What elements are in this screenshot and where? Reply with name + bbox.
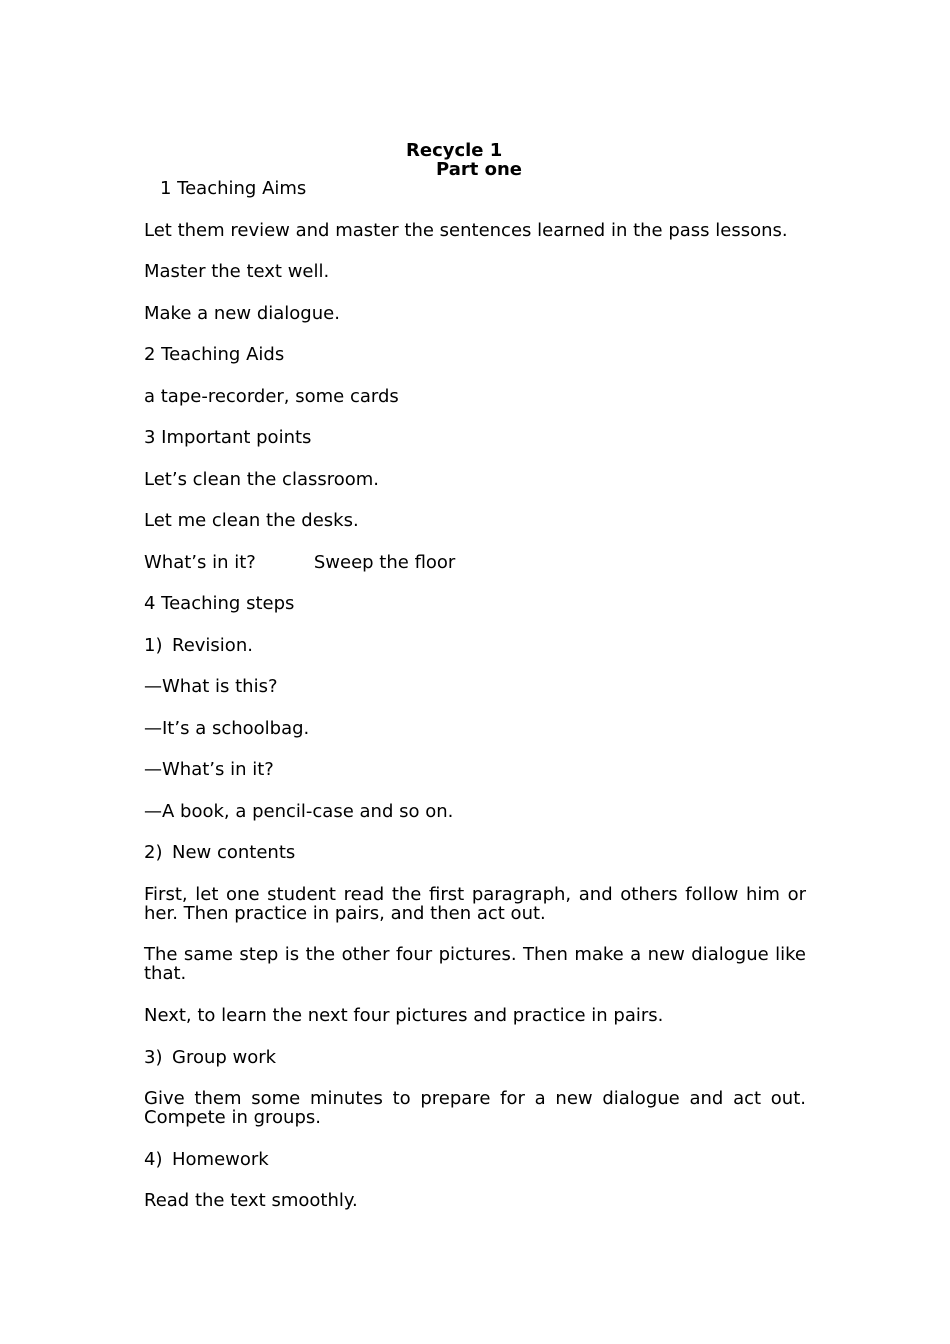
document-title: Recycle 1 (406, 140, 503, 161)
step-label: Homework (172, 1149, 269, 1170)
step-number: 4) (144, 1149, 163, 1170)
dialogue-line-3: —What’s in it? (144, 759, 274, 780)
step-number: 3) (144, 1047, 163, 1068)
dialogue-line-2: —It’s a schoolbag. (144, 718, 310, 739)
points-heading: 3 Important points (144, 427, 312, 448)
aim-item-3: Make a new dialogue. (144, 303, 340, 324)
point-pair-right: Sweep the floor (313, 552, 456, 573)
steps-heading: 4 Teaching steps (144, 593, 295, 614)
step-new-contents-heading (144, 843, 295, 863)
step-label: Revision. (172, 635, 253, 656)
step-number: 1) (144, 635, 163, 656)
step-label: New contents (172, 842, 296, 863)
step-label: Group work (172, 1047, 277, 1068)
new-contents-paragraph-1: First, let one student read the first paragraph, and others follow him or her. Then practice in pairs, and then act out. (144, 884, 806, 924)
new-contents-paragraph-2: The same step is the other four pictures. Then make a new dialogue like that. (144, 944, 806, 984)
point-pair (144, 553, 455, 573)
new-contents-paragraph-3: Next, to learn the next four pictures and practice in pairs. (144, 1005, 664, 1026)
aids-heading: 2 Teaching Aids (144, 344, 285, 365)
point-item-2: Let me clean the desks. (144, 510, 359, 531)
aim-item-2: Master the text well. (144, 261, 330, 282)
aim-item-1: Let them review and master the sentences learned in the pass lessons. (144, 220, 788, 241)
point-pair-left: What’s in it? (144, 552, 256, 573)
aims-heading: 1 Teaching Aims (160, 178, 307, 199)
step-revision-heading (144, 636, 253, 656)
dialogue-line-1: —What is this? (144, 676, 278, 697)
point-item-1: Let’s clean the classroom. (144, 469, 380, 490)
aids-text: a tape-recorder, some cards (144, 386, 399, 407)
step-homework-heading (144, 1150, 269, 1170)
step-number: 2) (144, 842, 163, 863)
homework-text: Read the text smoothly. (144, 1190, 358, 1211)
dialogue-line-4: —A book, a pencil-case and so on. (144, 801, 454, 822)
document-subtitle: Part one (436, 159, 522, 180)
group-work-text: Give them some minutes to prepare for a new dialogue and act out. Compete in groups. (144, 1088, 806, 1128)
step-group-work-heading (144, 1048, 276, 1068)
